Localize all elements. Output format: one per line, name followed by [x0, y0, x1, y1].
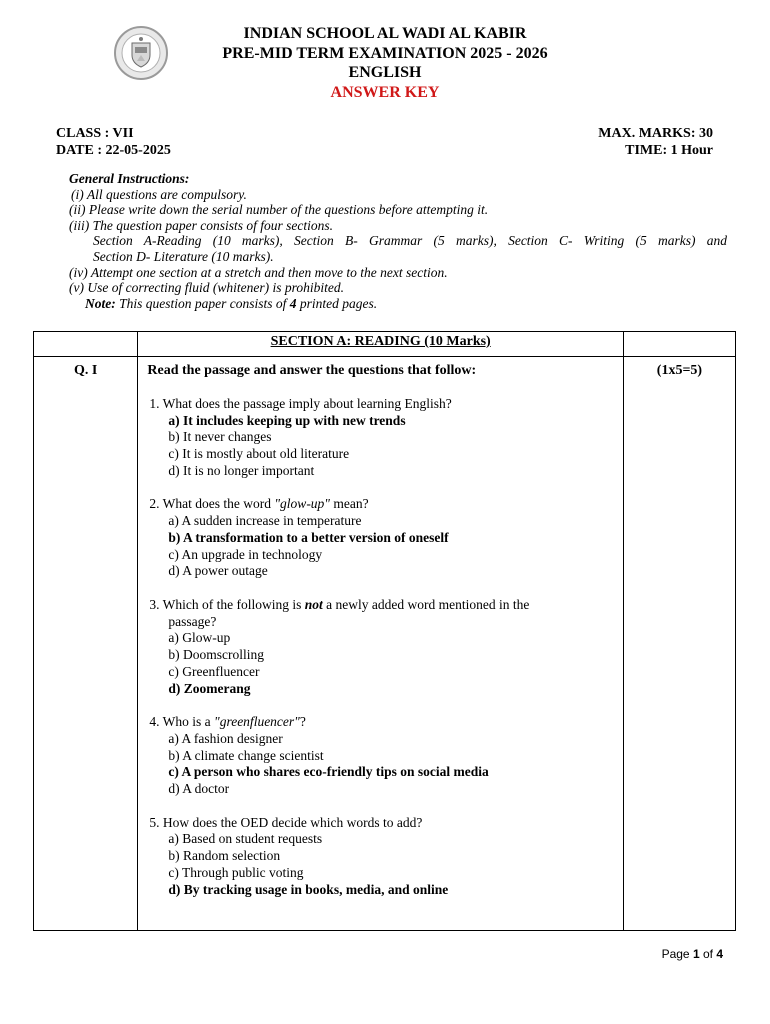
instructions-title: General Instructions: [69, 171, 190, 186]
mcq-2 [147, 496, 617, 580]
mcq-option: b) Doomscrolling [168, 647, 265, 663]
stem-emphasis: "greenfluencer" [214, 714, 300, 730]
page-total: 4 [716, 947, 723, 961]
answer-key-label: ANSWER KEY [330, 83, 440, 101]
mcq-option: a) A fashion designer [168, 730, 283, 746]
mcq-option: d) It is no longer important [168, 462, 315, 478]
question-table [33, 331, 736, 931]
instruction-iii: (iii) The question paper consists of four sections. [69, 217, 333, 233]
mcq-option: d) A doctor [168, 781, 230, 797]
note-label: Note: [85, 295, 116, 311]
mcq-option: d) A power outage [168, 563, 268, 579]
instruction-note [69, 296, 727, 312]
page-label: Page [661, 947, 693, 961]
mcq-option-correct: d) Zoomerang [168, 680, 251, 696]
stem-text: ? [299, 714, 306, 730]
meta-right [598, 125, 713, 159]
school-name: INDIAN SCHOOL AL WADI AL KABIR [243, 25, 527, 42]
question-body [138, 357, 624, 931]
stem-text: a newly added word mentioned in the [322, 596, 530, 612]
mcq-option: b) Random selection [168, 848, 281, 864]
mcq-stem: 1. What does the passage imply about learning English? [149, 395, 452, 411]
section-title-row [34, 332, 736, 357]
instruction-sections-line1: Section A-Reading (10 marks), Section B- Grammar (5 marks), Section C- Writing (5 marks) and [93, 233, 727, 249]
mcq-stem [147, 496, 617, 513]
stem-text: 3. Which of the following is [149, 596, 305, 612]
page-footer [662, 947, 723, 961]
date-label: DATE : 22-05-2025 [56, 143, 171, 158]
mcq-option: c) An upgrade in technology [168, 546, 323, 562]
mcq-stem-continued: passage? [168, 613, 217, 629]
mcq-option: c) Through public voting [168, 864, 304, 880]
mcq-stem [147, 714, 617, 731]
mcq-option: a) Based on student requests [168, 831, 323, 847]
instruction-v: (v) Use of correcting fluid (whitener) is prohibited. [69, 280, 344, 296]
stem-emphasis: not [304, 596, 323, 612]
stem-emphasis: "glow-up" [274, 496, 330, 512]
mcq-1 [147, 396, 617, 480]
subject-name: ENGLISH [348, 64, 422, 81]
section-a-title: SECTION A: READING (10 Marks) [138, 332, 624, 357]
stem-text: 2. What does the word [149, 496, 275, 512]
mcq-option-correct: b) A transformation to a better version of oneself [168, 529, 449, 545]
mcq-stem: 5. How does the OED decide which words to add? [149, 814, 423, 830]
question-instruction: Read the passage and answer the questions that follow: [147, 363, 477, 378]
mcq-stem [147, 597, 617, 614]
mcq-3 [147, 597, 617, 698]
instruction-i: (i) All questions are compulsory. [71, 186, 247, 202]
of-label: of [699, 947, 717, 961]
mcq-5 [147, 815, 617, 899]
mcq-option: a) A sudden increase in temperature [168, 513, 362, 529]
mcq-option-correct: c) A person who shares eco-friendly tips on social media [168, 764, 489, 780]
stem-text: 4. Who is a [149, 714, 215, 730]
meta-left [56, 125, 171, 159]
question-row [34, 357, 736, 931]
time-label: TIME: 1 Hour [625, 143, 713, 158]
mcq-option: c) Greenfluencer [168, 663, 260, 679]
note-text-pre: This question paper consists of [115, 295, 290, 311]
stem-text: mean? [329, 496, 369, 512]
instruction-sections-line2: Section D- Literature (10 marks). [93, 248, 274, 264]
question-number: Q. I [34, 357, 138, 931]
mcq-option-correct: a) It includes keeping up with new trends [168, 412, 406, 428]
document-header [160, 24, 610, 102]
note-page-count: 4 [289, 295, 297, 311]
section-title-left-cell [34, 332, 138, 357]
exam-name: PRE-MID TERM EXAMINATION 2025 - 2026 [222, 44, 548, 62]
mcq-option: c) It is mostly about old literature [168, 446, 350, 462]
question-marks: (1x5=5) [623, 357, 735, 931]
max-marks-label: MAX. MARKS: 30 [598, 126, 713, 141]
page-number: 1 [692, 947, 700, 961]
general-instructions [69, 171, 727, 311]
note-text-post: printed pages. [296, 295, 378, 311]
mcq-option: b) It never changes [168, 429, 272, 445]
instruction-ii: (ii) Please write down the serial number of the questions before attempting it. [69, 202, 489, 218]
section-title-right-cell [623, 332, 735, 357]
mcq-option-correct: d) By tracking usage in books, media, and online [168, 881, 449, 897]
mcq-option: b) A climate change scientist [168, 747, 324, 763]
mcq-option: a) Glow-up [168, 630, 231, 646]
mcq-4 [147, 714, 617, 798]
instruction-iv: (iv) Attempt one section at a stretch and then move to the next section. [69, 264, 448, 280]
class-label: CLASS : VII [56, 126, 134, 141]
